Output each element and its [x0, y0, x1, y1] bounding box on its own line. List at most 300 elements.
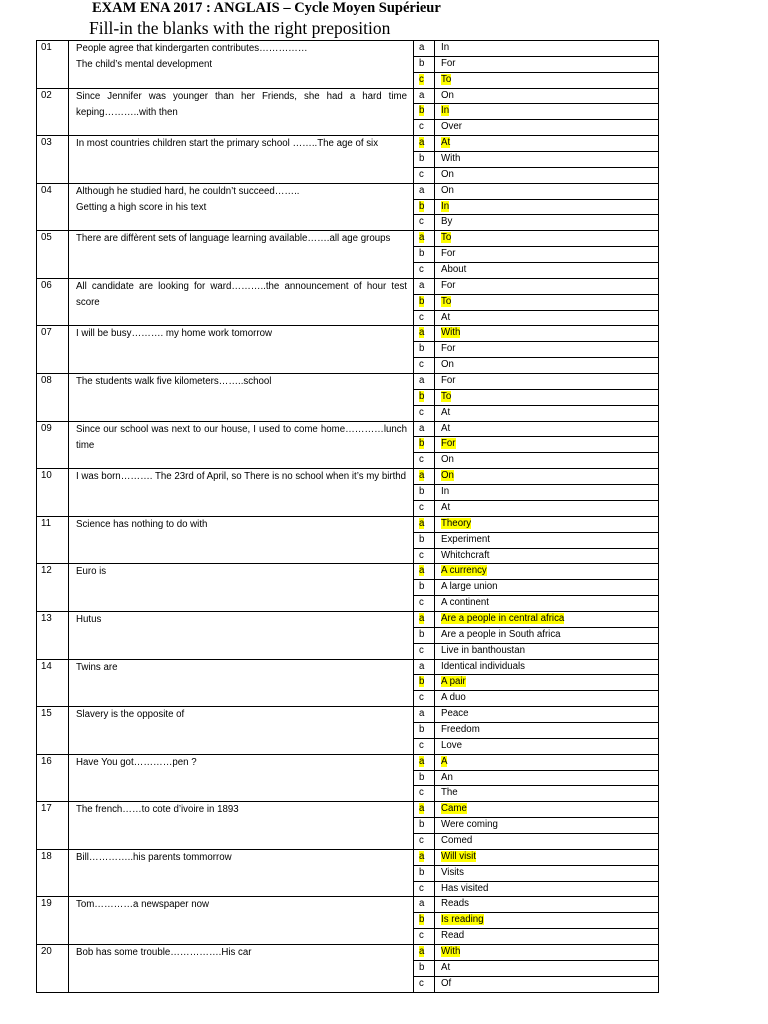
option-answer: [435, 215, 659, 231]
question-number: 17: [37, 802, 69, 850]
question-row: [37, 374, 659, 390]
option-letter: [414, 358, 435, 374]
question-row: [37, 326, 659, 342]
question-text-line: Bill…………..his parents tommorrow: [76, 851, 232, 863]
question-text-line: Since Jennifer was younger than her Friends, she had a hard time keping………..with then: [76, 90, 407, 118]
question-number: 13: [37, 611, 69, 659]
option-letter-text: c: [419, 930, 424, 942]
question-text-line: Have You got…………pen ?: [76, 756, 197, 768]
question-text: [69, 897, 414, 945]
question-number: 07: [37, 326, 69, 374]
option-letter-text: a: [419, 517, 425, 529]
question-number: 14: [37, 659, 69, 707]
question-text: [69, 326, 414, 374]
question-text: [69, 516, 414, 564]
question-text: [69, 183, 414, 231]
option-answer-text: To: [441, 73, 452, 85]
option-letter: [414, 897, 435, 913]
option-letter: [414, 469, 435, 485]
option-letter-text: b: [419, 57, 425, 69]
question-row: [37, 278, 659, 294]
option-letter: [414, 754, 435, 770]
option-answer: [435, 976, 659, 992]
option-answer-text: By: [441, 216, 453, 228]
question-text: [69, 754, 414, 802]
question-row: [37, 564, 659, 580]
quiz-table: [36, 40, 659, 993]
option-answer: [435, 294, 659, 310]
option-letter-text: b: [419, 771, 425, 783]
question-row: [37, 469, 659, 485]
option-letter: [414, 516, 435, 532]
option-answer: [435, 627, 659, 643]
option-letter: [414, 199, 435, 215]
option-letter: [414, 611, 435, 627]
option-answer-text: For: [441, 279, 456, 291]
option-letter-text: b: [419, 866, 425, 878]
option-letter: [414, 278, 435, 294]
question-text-line: Since our school was next to our house, I used to come home…………lunch time: [76, 423, 407, 451]
option-answer: [435, 500, 659, 516]
question-text: [69, 41, 414, 89]
option-answer: [435, 231, 659, 247]
option-answer: [435, 738, 659, 754]
option-answer: [435, 469, 659, 485]
option-letter-text: c: [419, 359, 424, 371]
option-answer-text: About: [441, 264, 467, 276]
option-letter: [414, 326, 435, 342]
question-row: [37, 136, 659, 152]
option-letter-text: b: [419, 295, 425, 307]
question-text: [69, 802, 414, 850]
question-row: [37, 516, 659, 532]
option-answer: [435, 278, 659, 294]
option-letter: [414, 263, 435, 279]
option-letter: [414, 405, 435, 421]
option-letter-text: a: [419, 803, 425, 815]
option-answer-text: A pair: [441, 676, 466, 688]
option-answer: [435, 326, 659, 342]
question-text: [69, 136, 414, 184]
option-letter-text: c: [419, 264, 424, 276]
option-letter-text: b: [419, 723, 425, 735]
option-answer: [435, 453, 659, 469]
option-answer-text: On: [441, 359, 454, 371]
option-letter: [414, 421, 435, 437]
option-letter-text: c: [419, 739, 424, 751]
option-letter: [414, 72, 435, 88]
option-answer: [435, 691, 659, 707]
option-answer: [435, 136, 659, 152]
option-letter: [414, 691, 435, 707]
question-number: 06: [37, 278, 69, 326]
option-answer: [435, 865, 659, 881]
question-row: [37, 421, 659, 437]
question-number: 05: [37, 231, 69, 279]
question-number: 15: [37, 707, 69, 755]
option-answer: [435, 104, 659, 120]
option-letter: [414, 294, 435, 310]
option-letter-text: c: [419, 216, 424, 228]
option-answer: [435, 167, 659, 183]
option-answer-text: To: [441, 390, 452, 402]
exam-title: EXAM ENA 2017 : ANGLAIS – Cycle Moyen Supérieur: [92, 0, 441, 16]
option-letter: [414, 548, 435, 564]
option-answer-text: Will visit: [441, 850, 476, 862]
question-number: 09: [37, 421, 69, 469]
option-answer-text: For: [441, 248, 456, 260]
question-text-line: I will be busy………. my home work tomorrow: [76, 328, 272, 340]
option-answer: [435, 437, 659, 453]
option-letter-text: a: [419, 89, 425, 101]
option-letter-text: a: [419, 898, 425, 910]
option-answer-text: At: [441, 422, 451, 434]
option-answer: [435, 389, 659, 405]
option-answer: [435, 516, 659, 532]
option-answer: [435, 722, 659, 738]
option-answer-text: For: [441, 375, 456, 387]
option-answer-text: With: [441, 327, 461, 339]
option-answer-text: At: [441, 137, 451, 149]
option-letter: [414, 976, 435, 992]
question-text-line: Tom…………a newspaper now: [76, 899, 209, 911]
option-answer-text: Freedom: [441, 723, 480, 735]
option-answer-text: Love: [441, 739, 463, 751]
option-answer-text: Peace: [441, 708, 469, 720]
option-answer-text: With: [441, 153, 461, 165]
option-letter: [414, 485, 435, 501]
option-letter-text: a: [419, 279, 425, 291]
option-letter: [414, 453, 435, 469]
option-letter: [414, 389, 435, 405]
option-answer: [435, 247, 659, 263]
question-text-line: The students walk five kilometers……..school: [76, 376, 272, 388]
option-letter: [414, 580, 435, 596]
option-letter-text: a: [419, 708, 425, 720]
option-answer-text: Read: [441, 930, 465, 942]
question-text-line: Hutus: [76, 613, 102, 625]
option-answer-text: On: [441, 470, 454, 482]
option-answer-text: Comed: [441, 834, 473, 846]
option-letter-text: a: [419, 327, 425, 339]
option-answer-text: A currency: [441, 565, 487, 577]
option-letter: [414, 532, 435, 548]
option-answer-text: On: [441, 454, 454, 466]
option-letter: [414, 944, 435, 960]
option-letter-text: a: [419, 184, 425, 196]
option-letter: [414, 675, 435, 691]
option-answer: [435, 818, 659, 834]
option-letter: [414, 104, 435, 120]
option-answer: [435, 786, 659, 802]
option-answer-text: Over: [441, 121, 462, 133]
option-answer: [435, 88, 659, 104]
option-answer: [435, 120, 659, 136]
option-letter: [414, 659, 435, 675]
option-letter-text: b: [419, 248, 425, 260]
option-letter: [414, 881, 435, 897]
option-answer: [435, 897, 659, 913]
question-text: [69, 231, 414, 279]
question-text-line: I was born………. The 23rd of April, so There is no school when it’s my birthd: [76, 471, 407, 483]
option-answer-text: In: [441, 200, 450, 212]
option-answer-text: At: [441, 501, 451, 513]
question-text: [69, 469, 414, 517]
question-number: 16: [37, 754, 69, 802]
option-letter-text: c: [419, 834, 424, 846]
option-answer-text: At: [441, 311, 451, 323]
question-row: [37, 41, 659, 57]
option-letter-text: b: [419, 533, 425, 545]
option-letter-text: b: [419, 390, 425, 402]
question-number: 03: [37, 136, 69, 184]
option-answer-text: Are a people in central africa: [441, 612, 565, 624]
question-row: [37, 611, 659, 627]
option-answer-text: Whitchcraft: [441, 549, 490, 561]
option-letter: [414, 167, 435, 183]
option-letter-text: c: [419, 692, 424, 704]
question-row: [37, 659, 659, 675]
option-letter: [414, 183, 435, 199]
option-letter-text: c: [419, 311, 424, 323]
question-text: [69, 88, 414, 136]
option-answer-text: Live in banthoustan: [441, 644, 526, 656]
option-answer: [435, 183, 659, 199]
option-answer: [435, 707, 659, 723]
option-answer: [435, 56, 659, 72]
option-letter-text: a: [419, 232, 425, 244]
option-letter: [414, 596, 435, 612]
option-answer: [435, 802, 659, 818]
question-number: 08: [37, 374, 69, 422]
option-letter: [414, 627, 435, 643]
option-letter: [414, 960, 435, 976]
question-row: [37, 802, 659, 818]
option-answer-text: With: [441, 945, 461, 957]
option-letter-text: b: [419, 105, 425, 117]
option-answer: [435, 310, 659, 326]
question-row: [37, 183, 659, 199]
option-letter-text: a: [419, 375, 425, 387]
option-letter: [414, 738, 435, 754]
question-text: [69, 374, 414, 422]
option-answer-text: Theory: [441, 517, 472, 529]
option-letter-text: c: [419, 168, 424, 180]
option-letter: [414, 929, 435, 945]
question-number: 02: [37, 88, 69, 136]
option-letter-text: b: [419, 914, 425, 926]
option-letter: [414, 231, 435, 247]
option-letter-text: b: [419, 200, 425, 212]
option-letter: [414, 152, 435, 168]
option-answer-text: At: [441, 406, 451, 418]
option-answer: [435, 929, 659, 945]
option-answer: [435, 881, 659, 897]
question-row: [37, 754, 659, 770]
option-letter-text: c: [419, 787, 424, 799]
option-answer: [435, 405, 659, 421]
option-answer: [435, 342, 659, 358]
question-text-line: In most countries children start the primary school ……..The age of six: [76, 138, 379, 150]
option-letter: [414, 247, 435, 263]
option-letter: [414, 786, 435, 802]
option-letter-text: a: [419, 565, 425, 577]
option-answer: [435, 564, 659, 580]
option-letter: [414, 818, 435, 834]
exam-instruction: Fill-in the blanks with the right preposition: [89, 18, 391, 38]
question-number: 10: [37, 469, 69, 517]
question-text-line: Twins are: [76, 661, 118, 673]
option-answer-text: Identical individuals: [441, 660, 526, 672]
option-answer: [435, 548, 659, 564]
option-letter-text: b: [419, 438, 425, 450]
question-text: [69, 564, 414, 612]
option-answer-text: Is reading: [441, 914, 484, 926]
question-text-line: Getting a high score in his text: [76, 201, 207, 213]
question-text-line: There are diffèrent sets of language learning available…….all age groups: [76, 233, 391, 245]
option-letter-text: b: [419, 581, 425, 593]
question-number: 18: [37, 849, 69, 897]
option-letter-text: a: [419, 612, 425, 624]
question-text-line: Science has nothing to do with: [76, 518, 208, 530]
question-text-line: Slavery is the opposite of: [76, 709, 185, 721]
option-letter: [414, 136, 435, 152]
option-letter: [414, 374, 435, 390]
option-letter-text: b: [419, 819, 425, 831]
question-row: [37, 897, 659, 913]
option-letter-text: a: [419, 137, 425, 149]
question-text: [69, 278, 414, 326]
option-letter-text: a: [419, 755, 425, 767]
option-answer-text: To: [441, 295, 452, 307]
option-answer: [435, 580, 659, 596]
option-answer: [435, 421, 659, 437]
option-letter: [414, 707, 435, 723]
option-letter-text: a: [419, 660, 425, 672]
option-letter: [414, 564, 435, 580]
question-text-line: People agree that kindergarten contributes……………: [76, 43, 308, 54]
option-answer: [435, 659, 659, 675]
option-letter-text: a: [419, 945, 425, 957]
option-letter-text: b: [419, 628, 425, 640]
option-answer-text: Visits: [441, 866, 464, 878]
option-answer-text: Of: [441, 977, 452, 989]
option-letter-text: c: [419, 73, 424, 85]
option-answer-text: Has visited: [441, 882, 489, 894]
question-text-line: Bob has some trouble…………….His car: [76, 946, 252, 958]
question-number: 11: [37, 516, 69, 564]
option-answer-text: For: [441, 438, 456, 450]
option-letter-text: c: [419, 121, 424, 133]
option-answer: [435, 675, 659, 691]
option-letter-text: b: [419, 486, 425, 498]
option-letter: [414, 865, 435, 881]
option-letter-text: b: [419, 343, 425, 355]
option-answer: [435, 41, 659, 57]
question-text-line: All candidate are looking for ward………..the announcement of hour test score: [76, 280, 407, 308]
option-answer-text: A duo: [441, 692, 466, 704]
option-letter-text: b: [419, 153, 425, 165]
option-answer: [435, 532, 659, 548]
option-answer-text: In: [441, 105, 450, 117]
option-answer-text: On: [441, 89, 454, 101]
option-answer-text: An: [441, 771, 453, 783]
question-number: 19: [37, 897, 69, 945]
option-answer: [435, 358, 659, 374]
question-row: [37, 849, 659, 865]
option-answer-text: A continent: [441, 597, 489, 609]
option-letter: [414, 310, 435, 326]
option-answer: [435, 833, 659, 849]
option-letter: [414, 722, 435, 738]
option-letter-text: a: [419, 422, 425, 434]
option-answer-text: For: [441, 343, 456, 355]
option-answer-text: At: [441, 961, 451, 973]
question-row: [37, 944, 659, 960]
option-letter-text: c: [419, 501, 424, 513]
option-letter-text: a: [419, 42, 425, 53]
question-text: [69, 707, 414, 755]
question-text-line: Euro is: [76, 566, 107, 578]
option-answer: [435, 263, 659, 279]
option-answer-text: Experiment: [441, 533, 490, 545]
option-letter: [414, 913, 435, 929]
question-number: 12: [37, 564, 69, 612]
option-letter-text: c: [419, 549, 424, 561]
option-letter: [414, 41, 435, 57]
option-letter: [414, 437, 435, 453]
option-answer: [435, 374, 659, 390]
option-letter: [414, 770, 435, 786]
question-number: 01: [37, 41, 69, 89]
option-answer-text: A: [441, 755, 448, 767]
option-answer: [435, 485, 659, 501]
option-answer: [435, 754, 659, 770]
question-row: [37, 707, 659, 723]
option-answer: [435, 72, 659, 88]
option-letter-text: c: [419, 977, 424, 989]
option-letter: [414, 833, 435, 849]
option-answer: [435, 643, 659, 659]
option-answer-text: On: [441, 168, 454, 180]
question-row: [37, 88, 659, 104]
option-answer-text: Came: [441, 803, 467, 815]
question-text-line: The child’s mental development: [76, 59, 213, 70]
option-letter-text: c: [419, 882, 424, 894]
option-letter: [414, 849, 435, 865]
option-answer-text: A large union: [441, 581, 498, 593]
question-number: 04: [37, 183, 69, 231]
option-answer-text: Are a people in South africa: [441, 628, 561, 640]
option-answer: [435, 960, 659, 976]
option-answer-text: Reads: [441, 898, 470, 910]
option-answer: [435, 913, 659, 929]
question-text: [69, 421, 414, 469]
quiz-table-body: [37, 41, 659, 993]
question-text: [69, 659, 414, 707]
option-letter: [414, 500, 435, 516]
option-letter-text: c: [419, 406, 424, 418]
option-answer-text: The: [441, 787, 458, 799]
question-text-line: Although he studied hard, he couldn’t succeed……..: [76, 185, 300, 197]
question-text-line: The french……to cote d’ivoire in 1893: [76, 804, 239, 816]
question-row: [37, 231, 659, 247]
option-letter: [414, 342, 435, 358]
option-letter: [414, 802, 435, 818]
option-answer-text: Were coming: [441, 819, 498, 831]
option-answer: [435, 596, 659, 612]
option-answer: [435, 944, 659, 960]
